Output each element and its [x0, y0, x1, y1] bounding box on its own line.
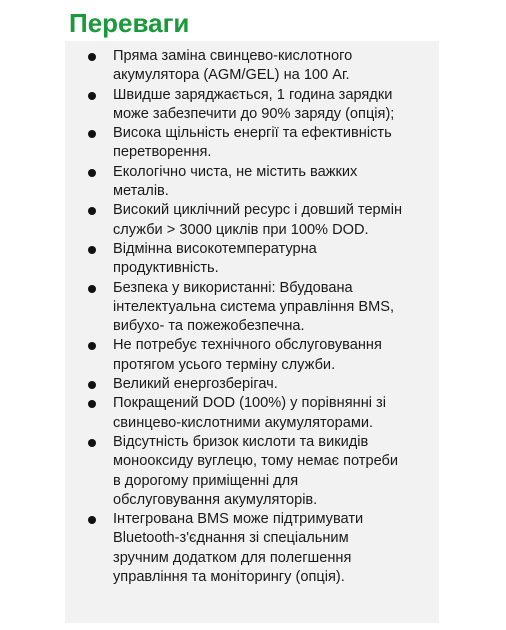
- benefit-text-line: свинцево-кислотними акумуляторами.: [113, 414, 374, 431]
- benefit-item: [65, 433, 439, 510]
- benefit-text-line: акумулятора (AGM/GEL) на 100 Аг.: [113, 67, 350, 84]
- benefit-item: [65, 279, 439, 337]
- benefit-text-line: Великий енергозберігач.: [113, 376, 278, 393]
- bullet-icon: [88, 439, 96, 447]
- section-title: Переваги: [69, 8, 190, 38]
- benefit-item: [65, 375, 439, 394]
- benefit-item: [65, 394, 439, 433]
- benefit-item: [65, 201, 439, 240]
- benefit-text-line: металів.: [113, 183, 169, 200]
- benefit-text-line: обслуговування акумуляторів.: [113, 491, 318, 508]
- bullet-icon: [88, 400, 96, 408]
- benefit-text-line: Пряма заміна свинцево-кислотного: [113, 48, 353, 64]
- bullet-icon: [88, 381, 96, 389]
- benefit-text-line: монооксиду вуглецю, тому немає потреби: [113, 453, 399, 470]
- benefit-text-line: управління та моніторингу (опція).: [113, 569, 345, 586]
- bullet-icon: [88, 516, 96, 524]
- benefit-text-line: Покращений DOD (100%) у порівнянні зі: [113, 395, 386, 412]
- benefit-text-line: Швидше заряджається, 1 година зарядки: [113, 86, 393, 103]
- benefit-text-line: Безпека у використанні: Вбудована: [113, 279, 353, 296]
- benefit-text-line: протягом усього терміну служби.: [113, 356, 336, 373]
- benefit-item: [65, 86, 439, 125]
- benefit-item: [65, 510, 439, 587]
- benefit-text-line: Відсутність бризок кислоти та викидів: [113, 433, 369, 450]
- benefit-item: [65, 47, 439, 86]
- benefit-text-line: Інтегрована BMS може підтримувати: [113, 511, 364, 528]
- benefit-text-line: Екологічно чиста, не містить важких: [113, 163, 358, 180]
- bullet-icon: [88, 92, 96, 100]
- bullet-icon: [88, 130, 96, 138]
- benefit-item: [65, 240, 439, 279]
- benefit-text-line: Не потребує технічного обслуговування: [113, 337, 382, 354]
- bullet-icon: [88, 285, 96, 293]
- benefit-text-line: інтелектуальна система управління BMS,: [113, 298, 395, 315]
- benefit-text-line: Висока щільність енергії та ефективність: [113, 125, 392, 142]
- benefit-item: [65, 336, 439, 375]
- bullet-icon: [88, 53, 96, 61]
- benefit-item: [65, 124, 439, 163]
- benefit-text-line: перетворення.: [113, 144, 212, 161]
- benefit-text-line: продуктивність.: [113, 260, 219, 277]
- benefit-text-line: в дорогому приміщенні для: [113, 472, 299, 489]
- benefits-list: [65, 47, 439, 587]
- bullet-icon: [88, 342, 96, 350]
- benefit-text-line: Відмінна високотемпературна: [113, 240, 317, 257]
- bullet-icon: [88, 169, 96, 177]
- benefit-text-line: зручним додатком для полегшення: [113, 549, 352, 566]
- benefit-text-line: вибухо- та пожежобезпечна.: [113, 318, 305, 335]
- bullet-icon: [88, 246, 96, 254]
- benefit-text-line: служби > 3000 циклів при 100% DOD.: [113, 221, 369, 238]
- bullet-icon: [88, 207, 96, 215]
- benefit-text-line: може забезпечити до 90% заряду (опція);: [113, 105, 395, 122]
- benefit-text-line: Bluetooth-з'єднання зі спеціальним: [113, 530, 349, 547]
- benefits-panel: [65, 41, 439, 623]
- benefit-item: [65, 163, 439, 202]
- benefit-text-line: Високий циклічний ресурс і довший термін: [113, 202, 403, 219]
